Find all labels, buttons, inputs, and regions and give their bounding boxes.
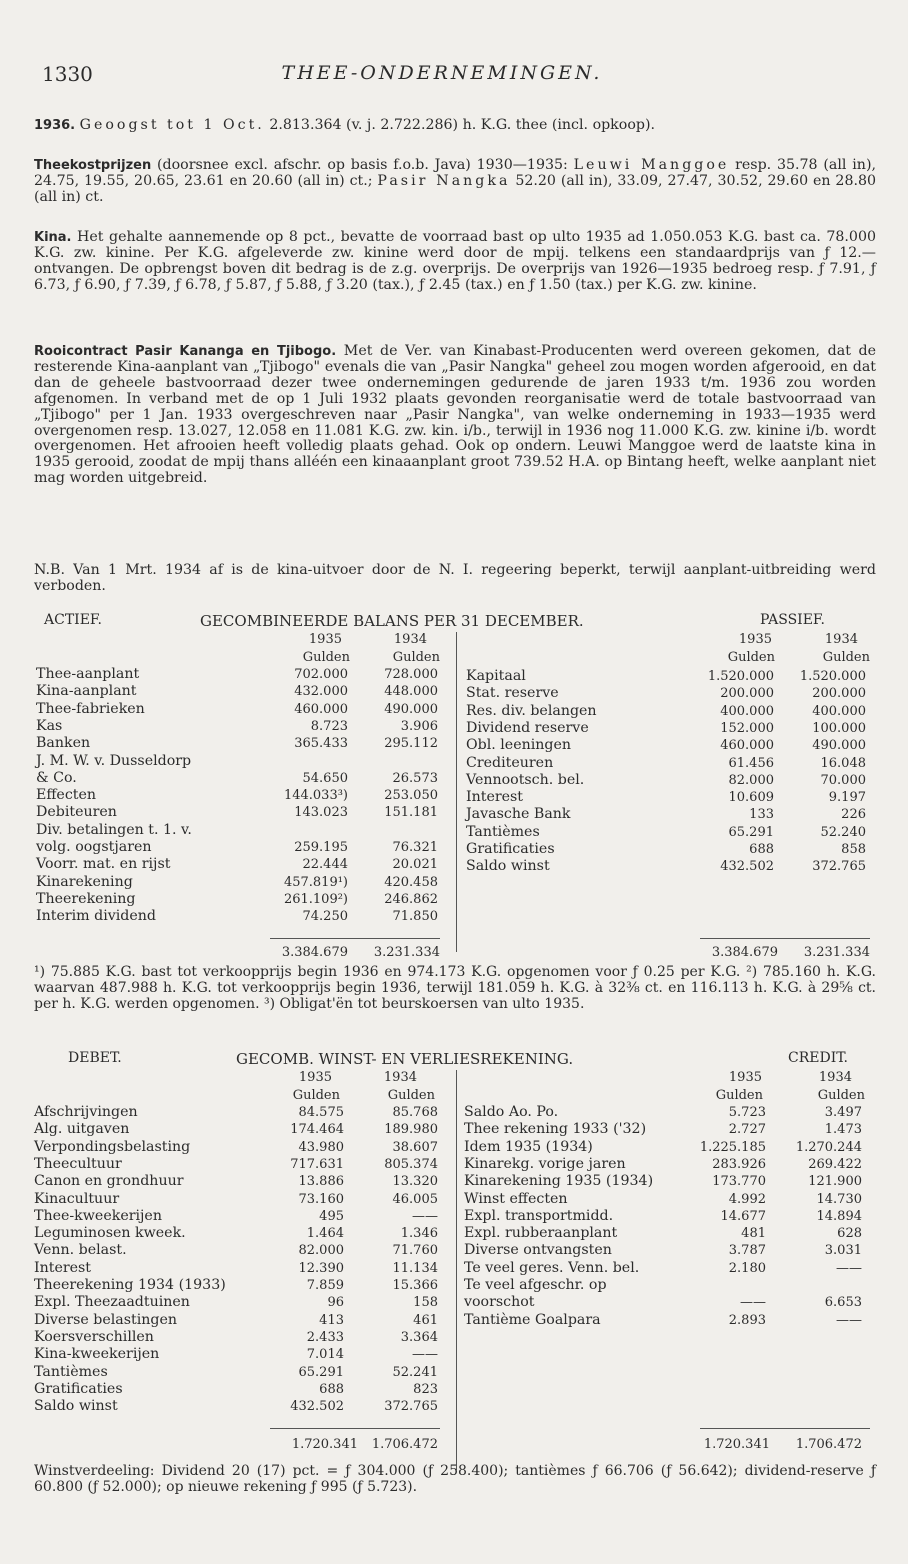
total-1935: 1.720.341 — [291, 1437, 358, 1452]
value-1935: 8.723 — [310, 718, 348, 734]
total-1934: 1.706.472 — [795, 1437, 862, 1452]
value-1935: 481 — [741, 1226, 766, 1242]
row-label: Kinarekg. vorige jaren — [464, 1155, 626, 1172]
row-label: Canon en grondhuur — [34, 1173, 184, 1190]
row-label: Debiteuren — [36, 804, 117, 821]
balans-footnote: ¹) 75.885 K.G. bast tot verkoopprijs begin 1936 en 974.173 K.G. opgenomen voor ƒ 0.25 per K.G. ²) 785.160 h. K.G. waarvan 487.988 h. K.G. tot verkoopprijs begin 1936, terwijl 181.059 h. K.G. à 32⅜ ct. en 116.113 h. K.G. à 29⅝ ct. per h. K.G. werden opgenomen. ³) Obligat'ën tot beurskoersen van ulto 1935. — [34, 964, 876, 1012]
value-1934: 52.241 — [392, 1364, 438, 1380]
row-label: & Co. — [36, 769, 77, 786]
total-rule — [270, 1428, 440, 1429]
page-header — [42, 62, 842, 92]
value-1934: 158 — [413, 1295, 438, 1311]
value-1934: 805.374 — [384, 1156, 438, 1172]
row-label: Tantièmes — [466, 823, 540, 840]
row-label: Interest — [466, 789, 523, 806]
total-rule — [270, 938, 440, 939]
row-label: volg. oogstjaren — [36, 839, 152, 855]
row-label: Thee-aanplant — [36, 666, 140, 682]
para-head: 1936. — [34, 118, 76, 133]
value-1935: 413 — [319, 1312, 344, 1328]
year-1935: 1935 — [308, 632, 342, 647]
value-1934: 13.320 — [392, 1174, 438, 1190]
row-label: Javasche Bank — [466, 806, 571, 823]
total-rule — [700, 1428, 870, 1429]
row-label: J. M. W. v. Dusseldorp — [36, 752, 192, 769]
para-text: Met de Ver. van Kinabast-Producenten werd overeen gekomen, dat de resterende Kina-aanplant van „Tjibogo" evenals die van „Pasir Nangka" geheel zou mogen worden afgerooid, en dat dan de geheele bastvoorraad dezer twee ondernemingen gedurende de jaren 1933 t/m. 1936 zou worden afgenomen. In verband met de op 1 Juli 1932 plaats gevonden reorganisatie werd de totale bastvoorraad van „Tjibogo" per 1 Jan. 1933 overgeschreven naar „Pasir Nangka", van welke onderneming in 1933—1935 werd overgenomen resp. 13.027, 12.058 en 11.081 K.G. zw. kin. i/b., terwijl in 1936 nog 11.000 K.G. zw. kinine i/b. wordt overgenomen. Het afrooien heeft volledig plaats gehad. Ook op ondern. Leuwi Manggoe werd de laatste kina in 1935 gerooid, zoodat de mpij thans alléén een kinaaanplant groot 739.52 H.A. op Bintang heeft, welke aanplant niet mag worden uitgebreid. — [34, 343, 877, 487]
value-1934: —— — [836, 1260, 862, 1276]
value-1934: 490.000 — [812, 738, 866, 754]
value-1935: 432.502 — [290, 1399, 344, 1415]
paragraph-theekostprijzen — [34, 158, 876, 206]
value-1935: 3.787 — [728, 1243, 766, 1259]
value-1934: 858 — [841, 842, 866, 857]
paragraph-kina — [34, 230, 876, 294]
value-1934: 15.366 — [392, 1278, 438, 1293]
row-label: Banken — [36, 735, 91, 752]
value-1935: 702.000 — [294, 667, 348, 682]
estate-name: Leuwi Manggoe — [573, 157, 730, 173]
row-label: Afschrijvingen — [34, 1104, 138, 1120]
value-1935: 14.677 — [720, 1208, 766, 1224]
value-1935: 82.000 — [728, 772, 774, 788]
value-1935: 13.886 — [298, 1174, 344, 1190]
running-title: THEE-ONDERNEMINGEN. — [281, 62, 603, 84]
row-label: Gratificaties — [466, 841, 555, 857]
row-label: Kas — [36, 717, 63, 734]
total-rule — [700, 938, 870, 939]
para-head: Theekostprijzen — [34, 158, 152, 173]
row-label: Res. div. belangen — [466, 702, 597, 719]
row-label: Alg. uitgaven — [34, 1121, 130, 1138]
row-label: Saldo winst — [34, 1398, 118, 1415]
value-1934: 151.181 — [384, 805, 438, 821]
year-1935: 1935 — [738, 632, 772, 647]
paragraph-1936 — [34, 118, 876, 134]
value-1935: 365.433 — [294, 736, 348, 752]
row-label: Vennootsch. bel. — [466, 771, 585, 788]
value-1934: 461 — [413, 1312, 438, 1328]
value-1935: 2.727 — [728, 1122, 766, 1138]
value-1934: 16.048 — [820, 755, 866, 771]
paragraph-nb — [34, 563, 876, 595]
unit-label: Gulden — [715, 1088, 763, 1103]
row-label: Expl. rubberaanplant — [464, 1225, 618, 1242]
value-1935: 1.225.185 — [699, 1139, 766, 1155]
row-label: Tantième Goalpara — [464, 1311, 601, 1328]
row-label: Stat. reserve — [466, 685, 559, 702]
unit-label: Gulden — [387, 1088, 435, 1103]
para-text: Het gehalte aannemende op 8 pct., bevatte de voorraad bast op ulto 1935 ad 1.050.053 K.G. bast ca. 78.000 K.G. zw. kinine. Per K.G. afgeleverde zw. kinine werd door de mpij. telkens een standaardprijs van ƒ 12.— ontvangen. De opbrengst boven dit bedrag is de z.g. overprijs. De overprijs van 1926—1935 bedroeg resp. ƒ 7.91, ƒ 6.73, ƒ 6.90, ƒ 7.39, ƒ 6.78, ƒ 5.87, ƒ 5.88, ƒ 3.20 (tax.), ƒ 2.45 (tax.) en ƒ 1.50 (tax.) per K.G. zw. kinine. — [34, 229, 877, 293]
value-1935: 457.819¹) — [283, 874, 348, 890]
value-1935: 73.160 — [298, 1191, 344, 1207]
row-label: Kinarekening 1935 (1934) — [464, 1173, 654, 1190]
row-label: voorschot — [464, 1294, 535, 1311]
row-label: Thee rekening 1933 ('32) — [464, 1121, 647, 1138]
row-label: Leguminosen kweek. — [34, 1225, 186, 1242]
value-1935: 460.000 — [720, 738, 774, 754]
value-1935: 82.000 — [298, 1243, 344, 1259]
value-1934: 728.000 — [384, 667, 438, 682]
value-1934: 246.862 — [384, 891, 438, 907]
value-1934: 100.000 — [812, 720, 866, 736]
value-1934: 1.346 — [400, 1226, 438, 1242]
value-1934: 6.653 — [824, 1295, 862, 1311]
row-label: Theerekening 1934 (1933) — [34, 1277, 226, 1293]
value-1934: —— — [412, 1208, 438, 1224]
value-1935: 43.980 — [298, 1139, 344, 1155]
value-1934: 420.458 — [384, 874, 438, 890]
row-label: Kina-aanplant — [36, 683, 137, 700]
value-1935: 174.464 — [290, 1122, 344, 1138]
total-1934: 3.231.334 — [373, 945, 440, 960]
value-1935: 717.631 — [290, 1156, 344, 1172]
page-number: 1330 — [42, 62, 93, 86]
value-1934: 253.050 — [384, 788, 438, 804]
total-1934: 1.706.472 — [371, 1437, 438, 1452]
value-1935: 200.000 — [720, 686, 774, 702]
value-1935: 7.014 — [306, 1347, 344, 1363]
value-1934: 1.520.000 — [799, 669, 866, 684]
value-1934: 189.980 — [384, 1122, 438, 1138]
para-text: 52.20 (all in), 33.09, 27.47, 30.52, 29.60 en 28.80 (all in) ct. — [34, 172, 877, 205]
row-label: Verpondingsbelasting — [34, 1138, 191, 1155]
para-text: 2.813.364 (v. j. 2.722.286) h. K.G. thee (incl. opkoop). — [269, 117, 655, 133]
row-label: Diverse belastingen — [34, 1311, 178, 1328]
estate-name: Pasir Nangka — [377, 172, 511, 189]
actief-head: ACTIEF. — [44, 612, 102, 628]
value-1935: 2.180 — [728, 1260, 766, 1276]
winst-footnote: Winstverdeeling: Dividend 20 (17) pct. = ƒ 304.000 (ƒ 258.400); tantièmes ƒ 66.706 (ƒ 56.642); dividend-reserve ƒ 60.800 (ƒ 52.000); op nieuwe rekening ƒ 995 (ƒ 5.723). — [34, 1463, 876, 1495]
row-label: Crediteuren — [466, 754, 554, 771]
value-1935: 688 — [749, 842, 774, 857]
row-label: Theerekening — [36, 890, 136, 907]
row-label: Voorr. mat. en rijst — [36, 856, 171, 873]
value-1934: 9.197 — [828, 790, 866, 806]
value-1934: 3.497 — [824, 1105, 862, 1120]
value-1935: 22.444 — [302, 857, 348, 873]
value-1934: 85.768 — [392, 1105, 438, 1120]
column-divider — [456, 632, 457, 952]
value-1934: —— — [836, 1312, 862, 1328]
row-label: Te veel geres. Venn. bel. — [464, 1259, 640, 1276]
para-text: resp. 35.78 (all in), 24.75, 19.55, 20.65, 23.61 en 20.60 (all in) ct.; — [34, 157, 876, 189]
value-1935: 432.000 — [294, 684, 348, 700]
row-label: Kinacultuur — [34, 1190, 120, 1207]
value-1935: 65.291 — [728, 824, 774, 840]
value-1935: 143.023 — [294, 805, 348, 821]
value-1934: 226 — [841, 807, 866, 823]
value-1934: 448.000 — [384, 684, 438, 700]
value-1934: 20.021 — [392, 857, 438, 873]
value-1935: 432.502 — [720, 859, 774, 875]
value-1934: 372.765 — [812, 859, 866, 875]
value-1935: 495 — [319, 1208, 344, 1224]
para-head: Kina. — [34, 230, 72, 245]
value-1935: 144.033³) — [283, 788, 348, 804]
value-1935: 2.433 — [306, 1329, 344, 1345]
row-label: Venn. belast. — [34, 1242, 127, 1259]
year-1934: 1934 — [383, 1070, 417, 1085]
value-1934: 490.000 — [384, 701, 438, 717]
row-label: Thee-kweekerijen — [34, 1207, 162, 1224]
year-1934: 1934 — [393, 632, 427, 647]
row-label: Winst effecten — [464, 1190, 568, 1207]
row-label: Thee-fabrieken — [36, 700, 145, 717]
value-1934: 52.240 — [820, 824, 866, 840]
total-1934: 3.231.334 — [803, 945, 870, 960]
row-label: Te veel afgeschr. op — [464, 1277, 607, 1293]
value-1934: 3.364 — [400, 1329, 438, 1345]
value-1935: 65.291 — [298, 1364, 344, 1380]
row-label: Theecultuur — [34, 1155, 122, 1172]
year-1935: 1935 — [298, 1070, 332, 1085]
value-1935: 152.000 — [720, 720, 774, 736]
value-1934: 38.607 — [392, 1139, 438, 1155]
unit-label: Gulden — [817, 1088, 865, 1103]
value-1935: 96 — [327, 1295, 344, 1311]
row-label: Div. betalingen t. 1. v. — [36, 821, 192, 838]
value-1935: 7.859 — [306, 1278, 344, 1293]
row-label: Interim dividend — [36, 908, 156, 925]
value-1935: 688 — [319, 1381, 344, 1397]
unit-label: Gulden — [392, 650, 440, 665]
row-label: Gratificaties — [34, 1380, 123, 1397]
value-1934: 3.906 — [400, 718, 438, 734]
value-1934: 76.321 — [392, 840, 438, 855]
unit-label: Gulden — [822, 650, 870, 665]
row-label: Interest — [34, 1259, 91, 1276]
para-head: Rooicontract Pasir Kananga en Tjibogo. — [34, 344, 337, 359]
value-1935: 1.520.000 — [707, 669, 774, 684]
value-1934: 26.573 — [392, 770, 438, 786]
total-1935: 3.384.679 — [711, 945, 778, 960]
value-1935: 133 — [749, 807, 774, 823]
value-1934: 200.000 — [812, 686, 866, 702]
total-1935: 3.384.679 — [281, 945, 348, 960]
unit-label: Gulden — [302, 650, 350, 665]
row-label: Tantièmes — [34, 1363, 108, 1380]
column-divider — [456, 1070, 457, 1470]
value-1934: 3.031 — [824, 1243, 862, 1259]
row-label: Obl. leeningen — [466, 737, 572, 754]
value-1934: 14.894 — [816, 1208, 862, 1224]
value-1934: 121.900 — [808, 1174, 862, 1190]
value-1935: 460.000 — [294, 701, 348, 717]
para-text: (doorsnee excl. afschr. op basis f.o.b. Java) 1930—1935: — [157, 157, 568, 173]
value-1935: 54.650 — [302, 770, 348, 786]
para-text: N.B. Van 1 Mrt. 1934 af is de kina-uitvoer door de N. I. regeering beperkt, terwijl aanplant-uitbreiding werd verboden. — [34, 562, 876, 594]
value-1934: 295.112 — [384, 736, 438, 752]
row-label: Saldo winst — [466, 858, 550, 875]
value-1935: 2.893 — [728, 1312, 766, 1328]
value-1935: 61.456 — [728, 755, 774, 771]
value-1935: 173.770 — [712, 1174, 766, 1190]
year-1935: 1935 — [728, 1070, 762, 1085]
row-label: Saldo Ao. Po. — [464, 1104, 559, 1120]
value-1935: 5.723 — [728, 1105, 766, 1120]
value-1934: —— — [412, 1347, 438, 1363]
total-1935: 1.720.341 — [703, 1437, 770, 1452]
value-1934: 269.422 — [808, 1156, 862, 1172]
value-1935: 400.000 — [720, 703, 774, 719]
row-label: Expl. Theezaadtuinen — [34, 1294, 190, 1311]
value-1935: —— — [740, 1295, 766, 1311]
value-1935: 74.250 — [302, 909, 348, 925]
row-label: Dividend reserve — [466, 719, 589, 736]
spaced-text: Geoogst tot 1 Oct. — [79, 117, 265, 133]
paragraph-rooicontract — [34, 344, 876, 487]
value-1934: 372.765 — [384, 1399, 438, 1415]
value-1935: 283.926 — [712, 1156, 766, 1172]
unit-label: Gulden — [292, 1088, 340, 1103]
value-1934: 46.005 — [392, 1191, 438, 1207]
year-1934: 1934 — [818, 1070, 852, 1085]
row-label: Effecten — [36, 787, 97, 804]
value-1935: 84.575 — [298, 1105, 344, 1120]
value-1934: 1.270.244 — [795, 1139, 862, 1155]
row-label: Kapitaal — [466, 668, 526, 684]
row-label: Kinarekening — [36, 873, 133, 890]
debet-head: DEBET. — [68, 1050, 122, 1066]
value-1934: 70.000 — [820, 772, 866, 788]
balans-title: GECOMBINEERDE BALANS PER 31 DECEMBER. — [200, 612, 584, 630]
value-1934: 71.760 — [392, 1243, 438, 1259]
winst-title: GECOMB. WINST- EN VERLIESREKENING. — [236, 1050, 574, 1068]
row-label: Koersverschillen — [34, 1328, 154, 1345]
credit-head: CREDIT. — [788, 1050, 848, 1066]
row-label: Kina-kweekerijen — [34, 1346, 160, 1363]
value-1934: 14.730 — [816, 1191, 862, 1207]
value-1934: 628 — [837, 1226, 862, 1242]
value-1935: 10.609 — [728, 790, 774, 806]
value-1935: 12.390 — [298, 1260, 344, 1276]
value-1935: 259.195 — [294, 840, 348, 855]
value-1935: 261.109²) — [283, 891, 348, 907]
value-1934: 11.134 — [392, 1260, 438, 1276]
row-label: Idem 1935 (1934) — [464, 1138, 593, 1155]
unit-label: Gulden — [727, 650, 775, 665]
value-1935: 4.992 — [728, 1191, 766, 1207]
year-1934: 1934 — [824, 632, 858, 647]
value-1935: 1.464 — [306, 1226, 344, 1242]
value-1934: 71.850 — [392, 909, 438, 925]
row-label: Expl. transportmidd. — [464, 1207, 614, 1224]
value-1934: 1.473 — [824, 1122, 862, 1138]
passief-head: PASSIEF. — [760, 612, 825, 628]
row-label: Diverse ontvangsten — [464, 1242, 612, 1259]
value-1934: 823 — [413, 1381, 438, 1397]
value-1934: 400.000 — [812, 703, 866, 719]
